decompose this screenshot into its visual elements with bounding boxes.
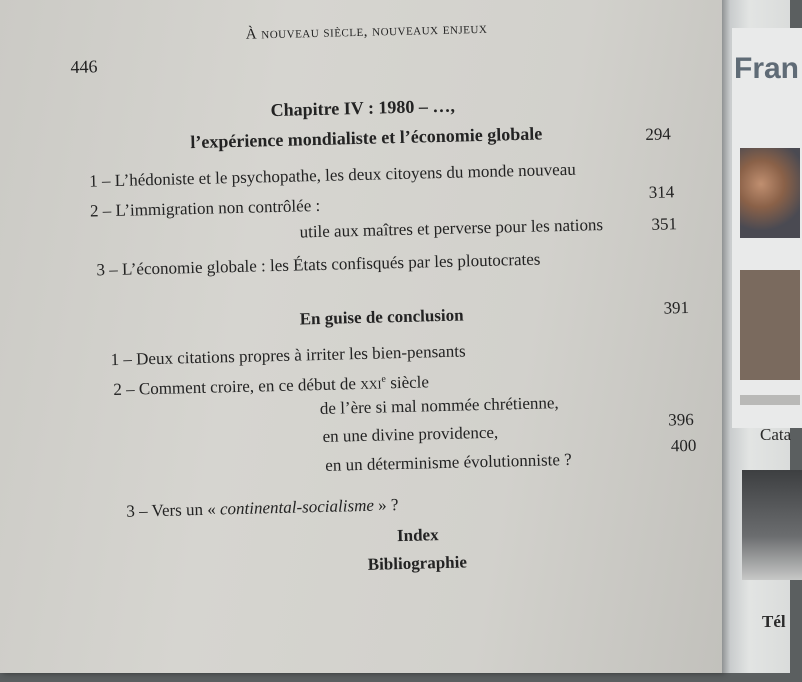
magazine-image-band (740, 270, 800, 380)
toc-entry: de l’ère si mal nommée chrétienne, (319, 393, 559, 419)
toc-page-number: 351 (651, 214, 678, 234)
magazine-brand: Fran (734, 52, 800, 85)
entry-text: siècle (385, 372, 430, 393)
toc-entry: 1 – Deux citations propres à irriter les bien-pensants (110, 341, 466, 370)
toc-page-number: 400 (670, 435, 697, 456)
toc-page-number: 314 (648, 182, 675, 202)
entry-text: » ? (373, 495, 399, 515)
toc-page-number: 294 (645, 124, 672, 144)
running-head: À nouveau siècle, nouveaux enjeux (245, 20, 488, 43)
toc-page-number: 396 (668, 409, 695, 430)
magazine-text-cata: Cata (760, 425, 792, 444)
chapter-subtitle: l’expérience mondialiste et l’économie globale (190, 123, 543, 153)
century-numeral: xxi (359, 373, 382, 394)
page-number: 446 (70, 56, 98, 77)
toc-entry: 3 – L’économie globale : les États confisqués par les ploutocrates (96, 249, 541, 280)
entry-italic: continental-socialisme (219, 495, 375, 519)
toc-entry (113, 372, 429, 400)
magazine-text-tel: Tél (762, 612, 786, 631)
index-heading: Index (396, 525, 439, 546)
entry-text: 2 – Comment croire, en ce début de (113, 374, 361, 400)
adjacent-magazine (722, 0, 800, 673)
conclusion-title: En guise de conclusion (299, 305, 464, 329)
magazine-divider (740, 395, 800, 405)
toc-entry: en un déterminisme évolutionniste ? (325, 449, 572, 475)
magazine-dark-image (742, 470, 802, 580)
toc-entry (126, 495, 399, 522)
century-superscript: e (381, 373, 387, 385)
toc-entry: utile aux maîtres et perverse pour les nations (299, 215, 604, 242)
toc-entry: en une divine providence, (322, 422, 499, 446)
bibliography-heading: Bibliographie (367, 552, 468, 574)
toc-page-number: 391 (663, 297, 690, 318)
chapter-title: Chapitre IV : 1980 – …, (270, 95, 456, 121)
toc-entry: 1 – L’hédoniste et le psychopathe, les deux citoyens du monde nouveau (89, 159, 576, 191)
magazine-photo (740, 148, 800, 238)
toc-entry: 2 – L’immigration non contrôlée : (89, 195, 321, 221)
entry-text: 3 – Vers un « (126, 499, 221, 521)
